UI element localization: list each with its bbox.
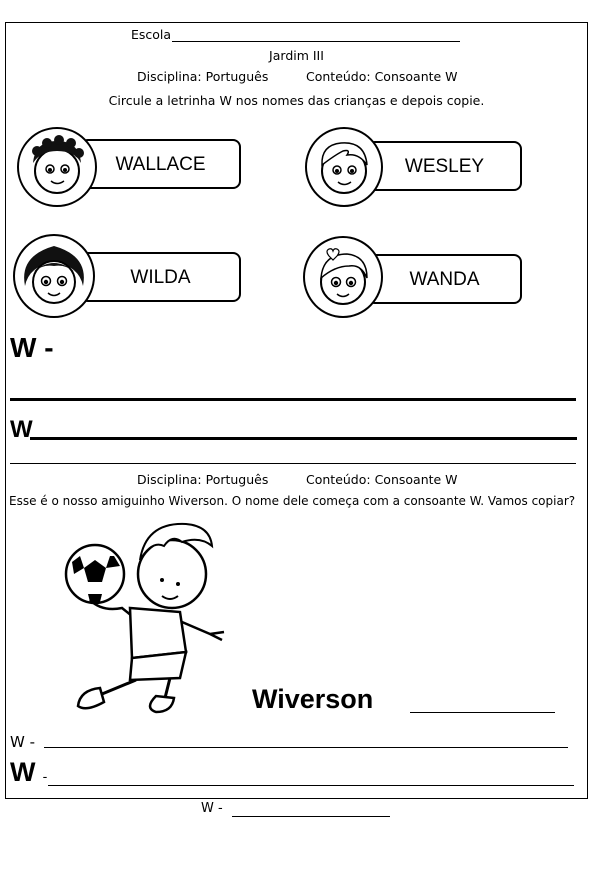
section2-line-1-prefix: W - xyxy=(10,733,36,751)
name-box xyxy=(80,252,241,302)
class-title: Jardim III xyxy=(269,48,324,63)
section2-instruction: Esse é o nosso amiguinho Wiverson. O nome dele começa com a consoante W. Vamos copiar? xyxy=(9,494,576,508)
big-w-letter: W xyxy=(10,757,36,787)
child-name: WESLEY xyxy=(404,156,485,177)
boy-with-soccer-ball-icon xyxy=(60,512,230,714)
section2-content-label: Conteúdo: Consoante W xyxy=(306,472,458,487)
section2-subject-label: Disciplina: Português xyxy=(137,472,269,487)
dash: - xyxy=(42,770,48,785)
wiverson-copy-line xyxy=(410,712,555,713)
name-box xyxy=(367,254,522,304)
school-label: Escola xyxy=(131,27,172,42)
boy-icon xyxy=(305,127,383,207)
boy-curly-hair-icon xyxy=(17,127,97,207)
section2-copy-line-1 xyxy=(44,747,568,748)
section-divider xyxy=(10,463,576,464)
bottom-line-prefix: W - xyxy=(201,801,223,816)
copy-line-1 xyxy=(10,398,576,401)
section2-line-2-prefix xyxy=(10,757,47,788)
school-field xyxy=(131,27,171,42)
section2-copy-line-2 xyxy=(48,785,574,786)
child-name: WALLACE xyxy=(115,154,206,175)
child-name: WILDA xyxy=(130,267,191,288)
copy-line-2 xyxy=(30,437,577,440)
bottom-copy-line xyxy=(232,816,390,817)
instruction-text: Circule a letrinha W nos nomes das crianças e depois copie. xyxy=(108,93,485,108)
girl-curly-hair-icon xyxy=(13,234,95,318)
copy-line-1-prefix: W - xyxy=(10,332,54,363)
girl-heart-icon xyxy=(303,236,383,318)
content-label: Conteúdo: Consoante W xyxy=(306,69,458,84)
subject-label: Disciplina: Português xyxy=(137,69,269,84)
child-name: WANDA xyxy=(409,269,480,290)
school-line xyxy=(172,41,460,42)
copy-line-2-prefix: W xyxy=(10,416,33,443)
name-box xyxy=(367,141,522,191)
name-box xyxy=(80,139,241,189)
wiverson-name: Wiverson xyxy=(252,684,374,714)
